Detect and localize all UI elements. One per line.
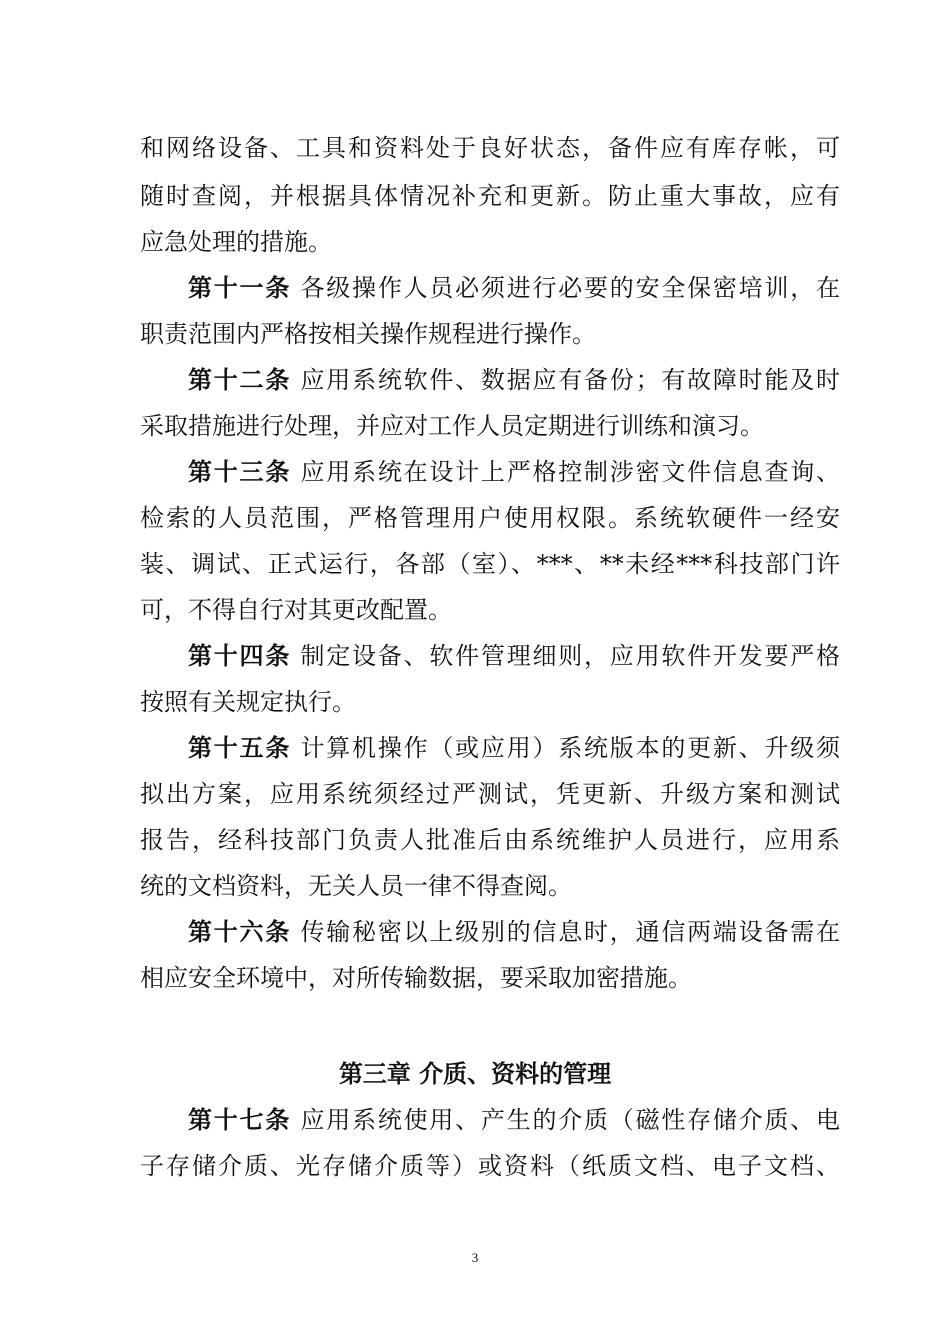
line-text: 装、调试、正式运行，各部（室）、***、**未经***科技部门许 bbox=[140, 550, 840, 578]
article-number: 第十二条 bbox=[188, 366, 292, 394]
line-text: 按照有关规定执行。 bbox=[140, 688, 356, 716]
line-text: 可，不得自行对其更改配置。 bbox=[140, 596, 452, 624]
line-text: 和网络设备、工具和资料处于良好状态，备件应有库存帐，可 bbox=[140, 134, 840, 162]
article-number: 第十七条 bbox=[188, 1106, 292, 1134]
line-text: 子存储介质、光存储介质等）或资料（纸质文档、电子文档、 bbox=[140, 1152, 840, 1180]
line-text: 应用系统软件、数据应有备份；有故障时能及时 bbox=[291, 366, 840, 394]
line-text: 随时查阅，并根据具体情况补充和更新。防止重大事故，应有 bbox=[140, 182, 840, 210]
line-text: 制定设备、软件管理细则，应用软件开发要严格 bbox=[291, 642, 840, 670]
text-line bbox=[140, 778, 840, 810]
line-text: 各级操作人员必须进行必要的安全保密培训，在 bbox=[291, 274, 840, 302]
article-line bbox=[188, 1104, 840, 1136]
text-line bbox=[140, 686, 840, 718]
article-number: 第十六条 bbox=[188, 918, 292, 946]
article-number: 第十五条 bbox=[188, 734, 292, 762]
text-line bbox=[140, 870, 840, 902]
line-text: 应用系统在设计上严格控制涉密文件信息查询、 bbox=[291, 458, 840, 486]
text-line bbox=[140, 824, 840, 856]
article-line bbox=[188, 364, 840, 396]
line-text: 统的文档资料，无关人员一律不得查阅。 bbox=[140, 872, 572, 900]
article-line bbox=[188, 640, 840, 672]
text-line bbox=[140, 594, 840, 626]
article-line bbox=[188, 916, 840, 948]
article-number: 第十三条 bbox=[188, 458, 292, 486]
text-line bbox=[140, 132, 840, 164]
text-line bbox=[140, 318, 840, 350]
line-text: 检索的人员范围，严格管理用户使用权限。系统软硬件一经安 bbox=[140, 504, 840, 532]
line-text: 传输秘密以上级别的信息时，通信两端设备需在 bbox=[291, 918, 840, 946]
line-text: 报告，经科技部门负责人批准后由系统维护人员进行，应用系 bbox=[140, 826, 840, 854]
article-line bbox=[188, 456, 840, 488]
line-text: 拟出方案，应用系统须经过严测试，凭更新、升级方案和测试 bbox=[140, 780, 840, 808]
text-line bbox=[140, 1150, 840, 1182]
chapter-title: 第三章 介质、资料的管理 bbox=[338, 1060, 612, 1088]
line-text: 采取措施进行处理，并应对工作人员定期进行训练和演习。 bbox=[140, 412, 764, 440]
article-number: 第十一条 bbox=[188, 274, 292, 302]
text-line bbox=[140, 502, 840, 534]
line-text: 计算机操作（或应用）系统版本的更新、升级须 bbox=[291, 734, 840, 762]
text-line bbox=[140, 226, 840, 258]
line-text: 职责范围内严格按相关操作规程进行操作。 bbox=[140, 320, 596, 348]
line-text: 应用系统使用、产生的介质（磁性存储介质、电 bbox=[291, 1106, 840, 1134]
text-line bbox=[140, 962, 840, 994]
article-number: 第十四条 bbox=[188, 642, 292, 670]
line-text: 相应安全环境中，对所传输数据，要采取加密措施。 bbox=[140, 964, 692, 992]
article-line bbox=[188, 732, 840, 764]
page-number: 3 bbox=[471, 1250, 479, 1265]
line-text: 应急处理的措施。 bbox=[140, 228, 332, 256]
article-line bbox=[188, 272, 840, 304]
text-line bbox=[140, 410, 840, 442]
text-line bbox=[140, 180, 840, 212]
text-line bbox=[140, 548, 840, 580]
